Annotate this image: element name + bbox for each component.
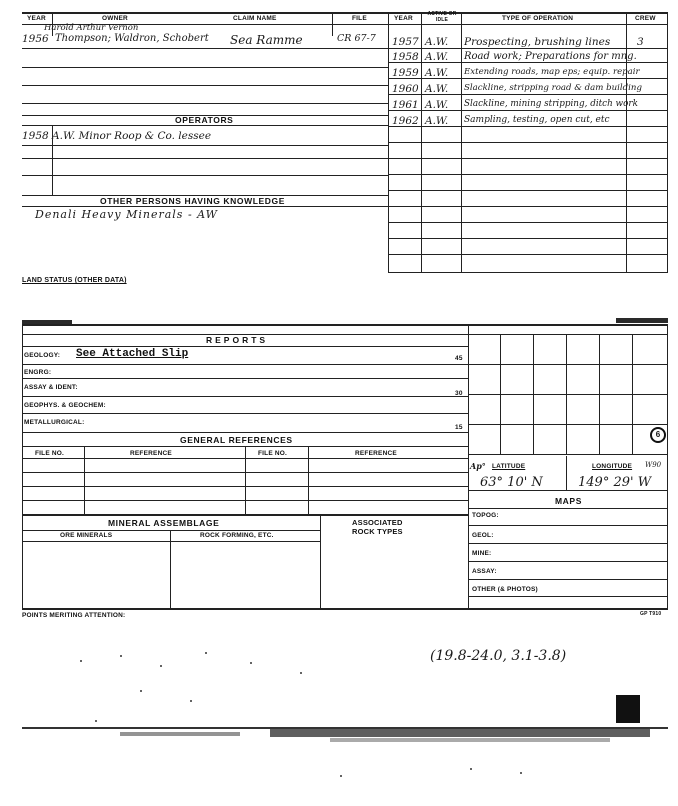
rock-forming-header: ROCK FORMING, ETC.: [200, 532, 274, 539]
op-year-3: 1959: [392, 67, 419, 79]
geology-value: See Attached Slip: [76, 348, 189, 360]
header-owner: OWNER: [102, 15, 128, 22]
op-status-6: A.W.: [425, 115, 449, 127]
operators-entry: 1958 A.W. Minor Roop & Co. lessee: [22, 130, 212, 142]
maps-topog: TOPOG:: [472, 512, 499, 519]
maps-mine: MINE:: [472, 550, 492, 557]
op-type-1: Prospecting, brushing lines: [464, 36, 611, 48]
op-year-6: 1962: [392, 115, 419, 127]
metallurgical-label: METALLURGICAL:: [24, 419, 85, 426]
reports-title: REPORTS: [206, 335, 269, 345]
ref-file-no-header-2: FILE NO.: [258, 450, 288, 457]
header-file: FILE: [352, 15, 367, 22]
op-type-4: Slackline, stripping road & dam building: [464, 83, 642, 93]
op-status-1: A.W.: [425, 36, 449, 48]
op-year-1: 1957: [392, 36, 419, 48]
maps-other: OTHER (& PHOTOS): [472, 586, 538, 593]
op-year-2: 1958: [392, 51, 419, 63]
header-type-of-operation: TYPE OF OPERATION: [502, 15, 574, 22]
op-status-3: A.W.: [425, 67, 449, 79]
header-crew: CREW: [635, 15, 656, 22]
header-year-2: YEAR: [394, 15, 413, 22]
coordinate-note: (19.8-24.0, 3.1-3.8): [430, 648, 567, 664]
op-type-6: Sampling, testing, open cut, etc: [464, 115, 610, 125]
form-number: GP T910: [640, 611, 662, 617]
op-type-5: Slackline, mining stripping, ditch work: [464, 99, 638, 109]
maps-title: MAPS: [555, 496, 582, 506]
file-value: CR 67-7: [337, 33, 376, 44]
owner-first-names: Harold Arthur Vernon: [44, 23, 139, 33]
geology-label: GEOLOGY:: [24, 352, 61, 359]
op-type-3: Extending roads, map eps; equip. repair: [464, 67, 640, 77]
associated-line2: ROCK TYPES: [352, 527, 403, 536]
points-meriting-label: POINTS MERITING ATTENTION:: [22, 612, 126, 619]
op-year-5: 1961: [392, 99, 419, 111]
owner-surnames: Thompson; Waldron, Schobert: [55, 33, 209, 44]
operators-title: OPERATORS: [175, 115, 234, 125]
engrg-label: ENGRG:: [24, 369, 52, 376]
op-crew-1: 3: [637, 36, 644, 48]
geophys-label: GEOPHYS. & GEOCHEM:: [24, 402, 106, 409]
op-type-2: Road work; Preparations for mng.: [464, 51, 637, 62]
ref-reference-header: REFERENCE: [130, 450, 172, 457]
grid-mark-15: 15: [455, 424, 463, 431]
coord-prefix: Ap°: [470, 461, 486, 471]
grid-mark-30: 30: [455, 390, 463, 397]
latitude-value: 63° 10' N: [480, 475, 543, 490]
longitude-label: LONGITUDE: [592, 463, 633, 470]
assay-ident-label: ASSAY & IDENT:: [24, 384, 78, 391]
header-active-or-idle: ACTIVE OR IDLE: [427, 11, 457, 23]
longitude-note: W90: [645, 461, 662, 469]
associated-line1: ASSOCIATED: [352, 518, 403, 527]
maps-assay: ASSAY:: [472, 568, 497, 575]
general-references-title: GENERAL REFERENCES: [180, 435, 293, 445]
latitude-label: LATITUDE: [492, 463, 526, 470]
ref-file-no-header: FILE NO.: [35, 450, 65, 457]
op-status-4: A.W.: [425, 83, 449, 95]
header-claim-name: CLAIM NAME: [233, 15, 277, 22]
others-entry: Denali Heavy Minerals - AW: [35, 208, 218, 221]
grid-mark-45: 45: [455, 355, 463, 362]
op-status-5: A.W.: [425, 99, 449, 111]
land-status-label: LAND STATUS (OTHER DATA): [22, 277, 127, 284]
black-square-mark: [616, 695, 640, 723]
maps-geol: GEOL:: [472, 532, 494, 539]
mineral-assemblage-title: MINERAL ASSEMBLAGE: [108, 518, 220, 528]
owner-year: 1956: [22, 33, 49, 45]
op-year-4: 1960: [392, 83, 419, 95]
others-title: OTHER PERSONS HAVING KNOWLEDGE: [100, 196, 286, 206]
header-year: YEAR: [27, 15, 46, 22]
ore-minerals-header: ORE MINERALS: [60, 532, 113, 539]
longitude-value: 149° 29' W: [578, 475, 652, 490]
op-status-2: A.W.: [425, 51, 449, 63]
claim-name-value: Sea Ramme: [230, 33, 303, 47]
ref-reference-header-2: REFERENCE: [355, 450, 397, 457]
circled-number: 6: [650, 427, 666, 443]
